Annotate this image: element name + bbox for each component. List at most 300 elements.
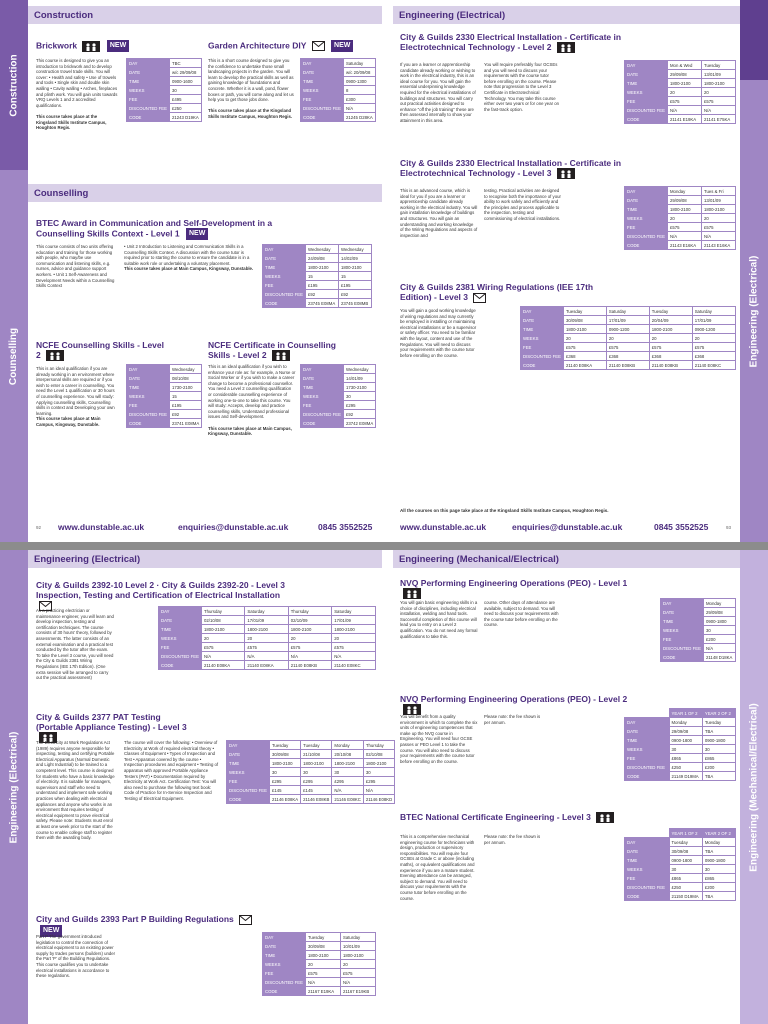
table-row-label: TIME — [127, 77, 170, 86]
nvq-level2-description-2: Please note: the fee shown is per annum. — [484, 714, 541, 725]
course-title-btec-national: BTEC National Certificate Engineering - Level 3 — [400, 812, 630, 823]
table-cell: N/A — [288, 652, 331, 661]
table-cell: £575 — [288, 643, 331, 652]
schedule-table-nvq-level2 — [624, 708, 736, 781]
table-cell: Wednesday — [305, 245, 338, 254]
table-cell: Monday — [667, 187, 701, 196]
table-row-label: DATE — [263, 942, 306, 951]
table-row-label: CODE — [625, 892, 670, 901]
table-cell: 21143 E16KA — [701, 241, 735, 250]
table-cell: Saturday — [340, 933, 375, 942]
table-row-label: FEE — [301, 401, 344, 410]
table-cell: Saturday — [606, 307, 649, 316]
people-icon — [596, 812, 614, 823]
footer-email-link[interactable]: enquiries@dunstable.ac.uk — [178, 522, 289, 532]
course-title-garden: Garden Architecture DIY NEW — [208, 40, 383, 52]
table-row-label: TIME — [301, 77, 344, 86]
table-cell: Tuesday — [669, 838, 702, 847]
table-row-label: DISCOUNTED FEE — [263, 290, 306, 299]
table-cell: Saturday — [332, 607, 376, 616]
table-cell: £250 — [669, 883, 702, 892]
course-title-cg2330-level2: City & Guilds 2330 Electrical Installation - Certificate in Electrotechnical Technology - Level 2 — [400, 32, 622, 52]
table-row-label: YEAR 1 OF 2 — [669, 829, 702, 838]
table-cell: Wednesday — [169, 365, 201, 374]
table-cell — [625, 709, 670, 718]
course-title-cg2381: City & Guilds 2381 Wiring Regulations (IEE 17th Edition) - Level 3 — [400, 282, 594, 302]
table-cell: £575 — [332, 643, 376, 652]
cg2393-description: Part P The government introduced legislation to control the connection of electrical equipment to an existing power supply by trades persons (builders) under the Part 'P' of the Building Regulations. This course qualifies you to undertake electrical installations in accordance to these regulations. — [36, 934, 116, 979]
table-row-label: FEE — [263, 969, 306, 978]
table-cell: 21146 E08KC — [332, 795, 363, 804]
table-cell: £250 — [669, 763, 702, 772]
table-cell: N/A — [701, 106, 735, 115]
table-cell: Mon & Wed — [667, 61, 701, 70]
table-cell: 30 — [703, 626, 735, 635]
table-cell: Saturday — [692, 307, 735, 316]
table-row-label: FEE — [127, 401, 170, 410]
table-cell: Monday — [332, 741, 363, 750]
table-cell: 1730-2100 — [169, 383, 201, 392]
table-row-label: CODE — [521, 361, 564, 370]
table-cell: w/c 20/09/08 — [343, 68, 375, 77]
table-cell: 20 — [692, 334, 735, 343]
table-cell: 21/10/08 — [301, 750, 332, 759]
table-cell: 0900-1300 — [343, 77, 375, 86]
table-row-label: DATE — [301, 374, 344, 383]
table-cell: 21141 E19KA — [667, 115, 701, 124]
table-cell: £92 — [169, 410, 201, 419]
table-row-label: WEEKS — [159, 634, 202, 643]
footer-website-link[interactable]: www.dunstable.ac.uk — [400, 522, 487, 532]
people-icon — [557, 168, 575, 179]
table-cell: 21140 E08KC — [692, 361, 735, 370]
table-cell: 20 — [332, 634, 376, 643]
table-row-label: DATE — [263, 254, 306, 263]
table-cell: 21140 E08KA — [201, 661, 244, 670]
table-cell: 15 — [169, 392, 201, 401]
table-row-label: DATE — [127, 374, 170, 383]
tab-engineering-mech[interactable]: Engineering (Mechanical/Electrical) — [740, 550, 768, 1024]
table-row-label: DATE — [661, 608, 704, 617]
schedule-table-ncfe-certificate — [300, 364, 376, 428]
table-row-label: CODE — [159, 661, 202, 670]
footer-website-link[interactable]: www.dunstable.ac.uk — [58, 522, 145, 532]
table-row-label: YEAR 2 OF 2 — [702, 709, 735, 718]
table-row-label: DATE — [625, 727, 670, 736]
table-cell: 0900-1800 — [669, 856, 702, 865]
ncfe-certificate-description: This is an ideal qualification if you wish to enhance your role as: for example, a Nurse or Social Worker or if you wish to make a career change to become a professional counsellor. You need a Level 2 counselling qualification or considerable counselling experience of working one-to-one to take this course. You will study: Accepts, develop and practice counselling skills, Understand professional issues and Self-development. This course takes place at Main Campus, Kingsway, Dunstable. — [208, 364, 296, 437]
table-cell: 29/09/08 — [667, 196, 701, 205]
table-row-label: DISCOUNTED FEE — [625, 232, 668, 241]
table-cell: 21146 E08KD — [363, 795, 394, 804]
table-cell: 0900-1800 — [702, 736, 735, 745]
cg2330-level3-description-2: testing. Practical activities are designed to recognise both the importance of your ability to work safely and efficiently and the principles and process applicable to the inspection, testing and commissioning of electrical installations. — [484, 188, 561, 221]
table-cell: 21140 E08KB — [606, 361, 649, 370]
table-cell: Thursday — [201, 607, 244, 616]
table-cell: £250 — [169, 104, 201, 113]
table-row-label: DAY — [301, 365, 344, 374]
schedule-table-cg2392 — [158, 606, 376, 670]
table-cell: Tuesday — [305, 933, 340, 942]
table-cell: £865 — [669, 874, 702, 883]
table-cell: 30 — [301, 768, 332, 777]
table-row-label: CODE — [625, 241, 668, 250]
table-row-label: TIME — [661, 617, 704, 626]
table-cell: N/A — [363, 786, 394, 795]
table-cell: Monday — [702, 838, 735, 847]
table-row-label: WEEKS — [625, 745, 670, 754]
table-row-label: DATE — [521, 316, 564, 325]
table-cell: 20 — [288, 634, 331, 643]
table-cell: 30/09/08 — [269, 750, 300, 759]
table-row-label: FEE — [263, 281, 306, 290]
table-row-label: DISCOUNTED FEE — [625, 106, 668, 115]
table-cell: 21245 D28KA — [343, 113, 375, 122]
table-cell: 1800-2100 — [340, 951, 375, 960]
nvq-level2-description-1: You will benefit from a quality environment in which to complete the six units of engineering competences that make up the NVQ course in Engineering. You will need four GCSE passes or PEO Level 1 to take the course. You will also need to discuss your requirements with the course tutor before enrolling on the course. — [400, 714, 478, 764]
table-cell: TBA — [702, 772, 735, 781]
table-cell: 21149 D19MA — [669, 772, 702, 781]
table-cell: £575 — [606, 343, 649, 352]
course-title-nvq-level2: NVQ Performing Engineering Operations (PEO) - Level 2 — [400, 694, 650, 715]
table-cell: 29/09/08 — [667, 70, 701, 79]
table-cell: 30/09/08 — [305, 942, 340, 951]
btec-award-description-2: • Unit 2 Introduction to Listening and Communication Skills in a Counselling Skills Context. A discussion with the course tutor is required prior to starting the course to ensure the candidate is in a suitable work role or undertaking a voluntary placement. This course takes place at Main Campus, Kingsway, Dunstable. — [124, 244, 254, 272]
table-cell: Wednesday — [338, 245, 371, 254]
table-cell: N/A — [201, 652, 244, 661]
table-cell: 30 — [702, 745, 735, 754]
table-row-label: WEEKS — [127, 392, 170, 401]
table-row-label: DAY — [127, 59, 170, 68]
table-cell: Tuesday — [701, 61, 735, 70]
table-cell: £195 — [169, 401, 201, 410]
table-cell: Tuesday — [649, 307, 692, 316]
course-title-brickwork: Brickwork NEW — [36, 40, 196, 52]
table-row-label: YEAR 1 OF 2 — [669, 709, 702, 718]
table-cell: £195 — [338, 281, 371, 290]
table-row-label: DAY — [159, 607, 202, 616]
table-cell: £295 — [343, 401, 375, 410]
table-row-label: FEE — [625, 97, 668, 106]
table-cell: 20 — [701, 214, 735, 223]
cg2377-description-2: The course will cover the following: • Overview of Electricity at Work of required electrical theory • Classes of Equipment • Types of Inspection and Test • Apparatus covered by the course • Inspection procedures and equipment • Testing of apparatus with approved Portable Appliance Testers (PAT) • Documentation required by Electricity at Work Act. Certification Test: You will also need to purchase the following text book: Code of Practice for In-Service Inspection and Testing of Electrical Equipment. — [124, 740, 219, 801]
cg2377-description-1: The Electricity at Work Regulations Act (1989) requires anyone responsible for inspecting, testing and certifying Portable Electrical Apparatus (Normal Domestic and Light Industrial) to be trained to a competent level. This course is designed for students who have a basic knowledge of electricity. It is suitable for managers, supervisors and staff who need to understand and implement safe working practices when dealing with electrical appliances and anyone who works in an environment that requires testing of electrical equipment to prove electrical safety. Please note: Students must enrol at least one week prior to the start of the course to enable college staff to register them with the awarding body. — [36, 740, 115, 841]
table-cell: 23741 E08MA — [169, 419, 201, 428]
table-cell: 21150 D19MA — [669, 892, 702, 901]
table-row-label: DISCOUNTED FEE — [127, 104, 170, 113]
schedule-table-cg2330-level3 — [624, 186, 736, 250]
table-cell: £575 — [701, 223, 735, 232]
schedule-table-cg2330-level2 — [624, 60, 736, 124]
table-cell: Monday — [703, 599, 735, 608]
footer-email-link[interactable]: enquiries@dunstable.ac.uk — [512, 522, 623, 532]
table-cell: £295 — [301, 777, 332, 786]
table-cell: Tuesday — [301, 741, 332, 750]
course-title-cg2393: City and Guilds 2393 Part P Building Regulations NEW — [36, 914, 276, 937]
table-row-label: TIME — [625, 736, 670, 745]
table-row-label: WEEKS — [625, 865, 670, 874]
table-cell: N/A — [667, 106, 701, 115]
people-icon — [272, 350, 290, 361]
table-cell: £200 — [703, 635, 735, 644]
tab-construction[interactable]: Construction — [0, 0, 28, 170]
table-cell: 30 — [669, 865, 702, 874]
table-cell: 17/01/09 — [692, 316, 735, 325]
table-row-label: WEEKS — [227, 768, 270, 777]
table-row-label: CODE — [127, 113, 170, 122]
table-cell: 02/10/08 — [201, 616, 244, 625]
table-cell: 15 — [305, 272, 338, 281]
table-cell: 20 — [649, 334, 692, 343]
table-cell: N/A — [343, 104, 375, 113]
footer-phone: 0845 3552525 — [318, 522, 373, 532]
table-cell — [625, 829, 670, 838]
table-cell: £575 — [692, 343, 735, 352]
venue-note: All the courses on this page take place at the Kingsland Skills Institute Campus, Houghton Regis. — [400, 508, 609, 513]
table-cell: 02/10/08 — [363, 750, 394, 759]
table-row-label: WEEKS — [301, 86, 344, 95]
people-icon — [557, 42, 575, 53]
table-row-label: CODE — [127, 419, 170, 428]
table-cell: £92 — [343, 410, 375, 419]
page-number-left: 92 — [36, 525, 42, 530]
table-row-label: DATE — [127, 68, 170, 77]
table-row-label: DAY — [625, 187, 668, 196]
table-cell: 02/10/09 — [288, 616, 331, 625]
table-cell: 29/09/08 — [703, 608, 735, 617]
table-row-label: WEEKS — [127, 86, 170, 95]
table-row-label: DISCOUNTED FEE — [625, 883, 670, 892]
table-row-label: FEE — [521, 343, 564, 352]
nvq-level1-description-2: course. Other days of attendance are available, subject to demand. You will need to discuss your requirements with the course tutor before enrolling on the course. — [484, 600, 559, 628]
table-cell: 1800-2100 — [363, 759, 394, 768]
table-cell: 0900-1200 — [692, 325, 735, 334]
section-engineering-mech: Engineering (Mechanical/Electrical) — [393, 550, 740, 568]
table-cell: 17/01/09 — [606, 316, 649, 325]
table-row-label: FEE — [625, 874, 670, 883]
btec-award-description-1: This course consists of two units offering education and training for those working with people, who may/be use communication and listening skills, e.g. nurses, advice and guidance support workers. • Unit 1 Self-Awareness and Development Needs within a Counselling Skills Context — [36, 244, 115, 289]
table-cell: 21167 E19KA — [305, 987, 340, 996]
table-cell: 14/01/09 — [343, 374, 375, 383]
table-row-label: WEEKS — [263, 272, 306, 281]
table-row-label: TIME — [263, 951, 306, 960]
table-row-label: DISCOUNTED FEE — [159, 652, 202, 661]
table-cell: 0900-1800 — [669, 736, 702, 745]
table-row-label: WEEKS — [301, 392, 344, 401]
table-cell: Tuesday — [563, 307, 606, 316]
table-row-label: DATE — [301, 68, 344, 77]
table-row-label: DISCOUNTED FEE — [301, 410, 344, 419]
table-cell: 21146 E08KA — [269, 795, 300, 804]
table-row-label: TIME — [625, 79, 668, 88]
table-cell: £368 — [649, 352, 692, 361]
table-cell: w/c 29/09/08 — [169, 68, 201, 77]
table-cell: 1800-2100 — [288, 625, 331, 634]
table-row-label: DAY — [625, 838, 670, 847]
table-row-label: DISCOUNTED FEE — [263, 978, 306, 987]
table-cell: 30/09/08 — [563, 316, 606, 325]
table-row-label: DISCOUNTED FEE — [625, 763, 670, 772]
table-cell: N/A — [701, 232, 735, 241]
table-cell: £865 — [669, 754, 702, 763]
table-cell: £575 — [667, 97, 701, 106]
table-cell: 29/09/08 — [669, 727, 702, 736]
table-cell: 1800-2100 — [667, 205, 701, 214]
table-row-label: DISCOUNTED FEE — [521, 352, 564, 361]
tab-counselling[interactable]: Counselling — [0, 170, 28, 542]
page-spread-bottom — [0, 550, 768, 1024]
table-cell: N/A — [667, 232, 701, 241]
table-row-label: FEE — [159, 643, 202, 652]
table-cell: Saturday — [343, 59, 375, 68]
schedule-table-btec-award — [262, 244, 372, 308]
btec-national-description-2: Please note: the fee shown is per annum. — [484, 834, 541, 845]
brickwork-description: This course is designed to give you an introduction to brickwork and to develop construction trowel trade skills. You will cover: • Health and safety • Use of trowels and tools • Single skin and double skin walling • Cavity walling • Arches, fireplaces and plinth work. You will gain units towards VRQ Levels 1 and 2 accredited qualifications. This course takes place at the Kingsland Skills Institute Campus, Houghton Regis. — [36, 58, 118, 131]
table-cell: £368 — [606, 352, 649, 361]
table-row-label: DISCOUNTED FEE — [301, 104, 344, 113]
table-row-label: DISCOUNTED FEE — [127, 410, 170, 419]
table-cell: £145 — [301, 786, 332, 795]
table-row-label: DAY — [521, 307, 564, 316]
table-cell: £575 — [245, 643, 288, 652]
table-cell: £300 — [343, 95, 375, 104]
table-cell: 20 — [667, 88, 701, 97]
right-side-tab — [740, 0, 768, 542]
table-cell: £295 — [363, 777, 394, 786]
table-cell: 0900-1200 — [606, 325, 649, 334]
table-cell: Saturday — [245, 607, 288, 616]
table-row-label: WEEKS — [625, 214, 668, 223]
table-cell: 1800-2100 — [332, 759, 363, 768]
table-cell: 0900-1800 — [702, 856, 735, 865]
table-row-label: DAY — [661, 599, 704, 608]
table-cell: 20/10/08 — [332, 750, 363, 759]
table-cell: 1800-2100 — [338, 263, 371, 272]
course-title-nvq-level1: NVQ Performing Engineering Operations (PEO) - Level 1 — [400, 578, 640, 599]
table-cell: 30 — [343, 392, 375, 401]
table-cell: £575 — [649, 343, 692, 352]
cg2330-level2-description-2: You will require preferably four GCSEs and you will need to discuss your requirements with the course tutor before enrolling on the course. Please note that progression to the Level 3 Certificate in Electrotechnical Technology. You may take this course either over two years or for one year on the fast-track option. — [484, 62, 559, 112]
table-cell: £92 — [305, 290, 338, 299]
right-side-tab — [740, 550, 768, 1024]
table-cell: 20 — [201, 634, 244, 643]
table-row-label: YEAR 2 OF 2 — [702, 829, 735, 838]
table-cell: £575 — [340, 969, 375, 978]
table-cell: 1800-2100 — [305, 263, 338, 272]
table-cell: £865 — [702, 754, 735, 763]
nvq-level1-description-1: You will gain basic engineering skills in a choice of disciplines, including electrical installation, welding and hand tools. Successful completion of this course will lead you to entry on a Level 2 qualification. You do not need any formal qualifications to take this. — [400, 600, 478, 639]
table-row-label: DAY — [263, 245, 306, 254]
table-row-label: CODE — [625, 115, 668, 124]
table-cell: £495 — [169, 95, 201, 104]
table-cell: £575 — [201, 643, 244, 652]
table-row-label: CODE — [227, 795, 270, 804]
table-row-label: FEE — [625, 754, 670, 763]
table-row-label: TIME — [227, 759, 270, 768]
table-cell: £575 — [305, 969, 340, 978]
course-title-cg2392: City & Guilds 2392-10 Level 2 · City & Guilds 2392-20 - Level 3 Inspection, Testing and Certification of Electrical Installation — [36, 580, 296, 611]
table-cell: 30 — [269, 768, 300, 777]
table-cell: 14/02/09 — [338, 254, 371, 263]
mail-icon — [239, 915, 252, 925]
table-row-label: DATE — [159, 616, 202, 625]
table-cell: £368 — [692, 352, 735, 361]
table-cell: TBA — [702, 892, 735, 901]
table-row-label: DATE — [625, 847, 670, 856]
table-cell: TBC — [169, 59, 201, 68]
table-cell: £92 — [338, 290, 371, 299]
new-badge: NEW — [107, 40, 129, 52]
section-engineering-electrical: Engineering (Electrical) — [393, 6, 740, 24]
table-row-label: WEEKS — [521, 334, 564, 343]
table-cell: 21143 E16KA — [667, 241, 701, 250]
table-row-label: DAY — [625, 61, 668, 70]
table-cell: 1800-2100 — [563, 325, 606, 334]
table-row-label: CODE — [301, 113, 344, 122]
tab-engineering-electrical[interactable]: Engineering (Electrical) — [0, 550, 28, 1024]
table-row-label: CODE — [263, 299, 306, 308]
table-row-label: DAY — [263, 933, 306, 942]
table-row-label: FEE — [625, 223, 668, 232]
table-cell: 30 — [363, 768, 394, 777]
table-cell: Tuesday — [269, 741, 300, 750]
ncfe-level2-description: This is an ideal qualification if you are already working in an environment where interpersonal skills are required or if you wish to enter a career in counselling. You need the Level 1 qualification or 30 hours of counselling experience. You will study: Applying counselling skills, Counselling skills in context and Developing your own learning. This course takes place at Main Campus, Kingsway, Dunstable. — [36, 366, 115, 427]
cg2381-description: You will gain a good working knowledge of wiring regulations and may currently be employed in installing or maintaining electrical installations or be a supervisor or safety officer. You need to be familiar with the layout, content and use of the Regulations. You will need to discuss your requirements with the course tutor before enrolling on the course. — [400, 308, 477, 358]
table-cell: 0900-1800 — [703, 617, 735, 626]
mail-icon — [473, 293, 486, 303]
table-cell: 30 — [169, 86, 201, 95]
new-badge: NEW — [331, 40, 353, 52]
table-cell: 0900-1600 — [169, 77, 201, 86]
table-row-label: DAY — [227, 741, 270, 750]
table-cell: 1800-2100 — [269, 759, 300, 768]
table-row-label: DATE — [625, 70, 668, 79]
new-badge: NEW — [186, 228, 208, 240]
section-counselling: Counselling — [28, 184, 382, 202]
schedule-table-brickwork — [126, 58, 202, 122]
table-cell: 21146 E08KB — [301, 795, 332, 804]
table-cell: Tuesday — [702, 718, 735, 727]
table-row-label: DATE — [227, 750, 270, 759]
table-cell: 1800-2100 — [301, 759, 332, 768]
page-number-right: 93 — [726, 525, 732, 530]
table-row-label: TIME — [159, 625, 202, 634]
people-icon — [46, 350, 64, 361]
schedule-table-cg2377 — [226, 740, 395, 804]
table-row-label: DISCOUNTED FEE — [661, 644, 704, 653]
table-row-label: DAY — [127, 365, 170, 374]
garden-description: This is a short course designed to give you the confidence to undertake those small landscaping projects in the garden. You will learn to develop the practical skills as well as gaining knowledge of foundations and concrete. Whether it is a wall, pond, flower boxes or path, you will come along and let us help you to get those jobs done. This course takes place at the Kingsland Skills Institute Campus, Houghton Regis. — [208, 58, 294, 119]
btec-national-description-1: This is a comprehensive mechanical engineering course for technicians with design, production or supervisory responsibilities. You will require four GCSEs at Grade C or above (including maths), or equivalent qualifications and experience if you are a mature student. Evening attendance can be arranged, subject to demand. You will need to discuss your requirements with the course tutor before enrolling on the course. — [400, 834, 475, 901]
tab-engineering-electrical[interactable]: Engineering (Electrical) — [740, 80, 768, 542]
table-cell: 1800-2100 — [332, 625, 376, 634]
table-cell: 1800-2100 — [667, 79, 701, 88]
table-cell: 23742 E08MA — [343, 419, 375, 428]
table-cell: 20/04/09 — [649, 316, 692, 325]
table-row-label: FEE — [127, 95, 170, 104]
table-cell: £575 — [563, 343, 606, 352]
table-cell: Thursday — [288, 607, 331, 616]
course-title-cg2377: City & Guilds 2377 PAT Testing (Portable Appliance Testing) - Level 3 — [36, 712, 196, 743]
table-cell: 1800-2100 — [649, 325, 692, 334]
table-cell: 17/01/09 — [245, 616, 288, 625]
table-cell: TBA — [702, 847, 735, 856]
table-cell: £195 — [305, 281, 338, 290]
table-cell: 15 — [338, 272, 371, 281]
people-icon — [82, 41, 100, 52]
table-row-label: CODE — [263, 987, 306, 996]
section-construction: Construction — [28, 6, 382, 24]
